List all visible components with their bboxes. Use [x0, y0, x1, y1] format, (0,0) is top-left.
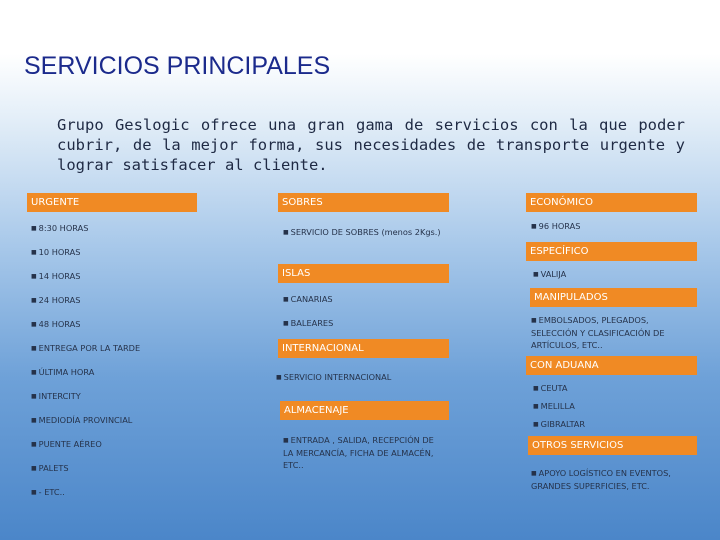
list-item: ■ VALIJA — [533, 269, 567, 279]
list-item: ■ MEDIODÍA PROVINCIAL — [31, 415, 133, 425]
list-item: ■ PUENTE AÉREO — [31, 439, 102, 449]
header-con-aduana: CON ADUANA — [526, 356, 697, 375]
list-item: ■ 14 HORAS — [31, 271, 81, 281]
header-urgente: URGENTE — [27, 193, 197, 212]
header-especifico: ESPECÍFICO — [526, 242, 697, 261]
list-item: ■ - ETC.. — [31, 487, 65, 497]
list-item: ■ SERVICIO INTERNACIONAL — [276, 372, 392, 382]
header-islas: ISLAS — [278, 264, 449, 283]
list-item: ■ ENTRADA , SALIDA, RECEPCIÓN DE LA MERCANCÍA, FICHA DE ALMACÉN, ETC.. — [283, 435, 434, 470]
list-item: ■ BALEARES — [283, 318, 334, 328]
intro-paragraph: Grupo Geslogic ofrece una gran gama de servicios con la que poder cubrir, de la mejor forma, sus necesidades de transporte urgente y lograr satisfacer al cliente. — [57, 116, 685, 174]
header-economico: ECONÓMICO — [526, 193, 697, 212]
list-item: ■ SERVICIO DE SOBRES (menos 2Kgs.) — [283, 227, 441, 237]
list-item: ■ APOYO LOGÍSTICO EN EVENTOS, GRANDES SUPERFICIES, ETC. — [531, 468, 671, 491]
list-item: ■ 48 HORAS — [31, 319, 81, 329]
list-item: ■ 24 HORAS — [31, 295, 81, 305]
list-item: ■ ÚLTIMA HORA — [31, 367, 95, 377]
header-otros-servicios: OTROS SERVICIOS — [528, 436, 697, 455]
list-item: ■ EMBOLSADOS, PLEGADOS, SELECCIÓN Y CLASIFICACIÓN DE ARTÍCULOS, ETC.. — [531, 315, 665, 350]
list-item: ■ ENTREGA POR LA TARDE — [31, 343, 141, 353]
list-item: ■ GIBRALTAR — [533, 419, 586, 429]
list-item: ■ 10 HORAS — [31, 247, 81, 257]
list-item: ■ 96 HORAS — [531, 221, 581, 231]
header-manipulados: MANIPULADOS — [530, 288, 697, 307]
list-item: ■ CANARIAS — [283, 294, 333, 304]
list-item: ■ MELILLA — [533, 401, 575, 411]
header-almacenaje: ALMACENAJE — [280, 401, 449, 420]
list-item: ■ 8:30 HORAS — [31, 223, 89, 233]
list-item: ■ CEUTA — [533, 383, 568, 393]
slide-title: SERVICIOS PRINCIPALES — [24, 52, 331, 80]
header-internacional: INTERNACIONAL — [278, 339, 449, 358]
header-sobres: SOBRES — [278, 193, 449, 212]
list-item: ■ PALETS — [31, 463, 69, 473]
list-item: ■ INTERCITY — [31, 391, 81, 401]
